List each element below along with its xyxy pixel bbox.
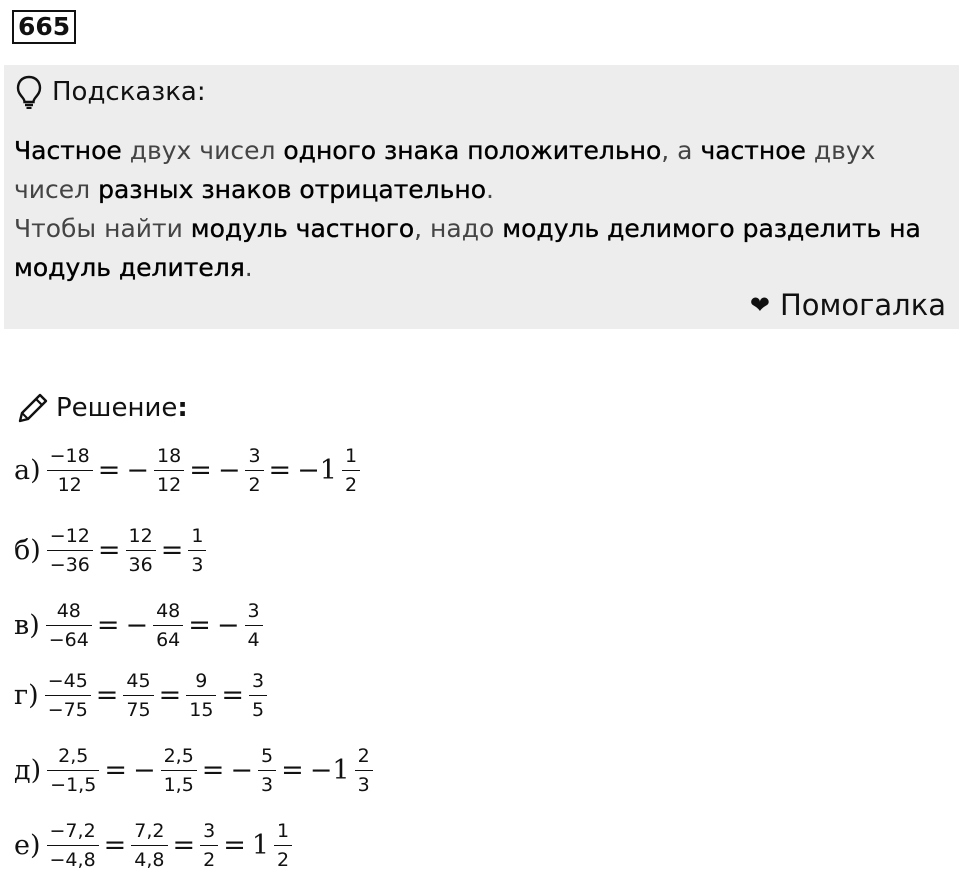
numerator: 3	[247, 599, 260, 622]
operator: =	[188, 609, 211, 641]
equation-row	[14, 595, 265, 655]
task-number: 665	[12, 10, 76, 44]
operator: =	[201, 754, 225, 786]
denominator: −75	[45, 695, 91, 722]
denominator: 5	[249, 695, 267, 722]
hint-segment: .	[244, 253, 253, 282]
fraction	[46, 599, 92, 652]
fraction	[274, 819, 292, 872]
equation-label: а)	[14, 454, 41, 486]
numerator: 2	[357, 744, 370, 767]
hint-emphasis: частное	[700, 136, 806, 165]
denominator: 64	[153, 625, 183, 652]
hint-segment: двух	[805, 136, 876, 165]
equation-row	[14, 740, 375, 800]
operator: −	[125, 609, 149, 641]
operator: =	[97, 534, 121, 566]
operator: =	[281, 754, 304, 786]
fraction	[47, 744, 99, 797]
fraction	[245, 444, 263, 497]
fraction	[355, 744, 373, 797]
fraction	[186, 669, 216, 722]
numerator: −45	[47, 669, 88, 692]
denominator: 12	[47, 470, 93, 497]
denominator: 2	[245, 470, 263, 497]
operator: =	[223, 829, 246, 861]
equation-row	[14, 815, 294, 875]
operator: =	[172, 829, 196, 861]
numerator: 9	[195, 669, 208, 692]
hint-segment: двух чисел	[121, 136, 284, 165]
denominator: 12	[154, 470, 184, 497]
fraction	[131, 819, 167, 872]
hint-segment: , надо	[414, 214, 503, 243]
fraction	[154, 444, 184, 497]
operator: =	[95, 679, 119, 711]
hint-segment: чисел	[14, 175, 99, 204]
fraction	[245, 599, 263, 652]
hint-line	[14, 170, 944, 209]
denominator: −64	[46, 625, 92, 652]
numerator: 7,2	[134, 819, 165, 842]
fraction	[47, 819, 99, 872]
hint-emphasis: разных знаков отрицательно	[98, 175, 487, 204]
equation-label: е)	[14, 829, 41, 861]
operator: =	[268, 454, 292, 486]
fraction	[123, 669, 153, 722]
solution-title: Решение	[56, 393, 178, 423]
fraction	[47, 444, 93, 497]
denominator: 2	[274, 845, 292, 872]
hint-line	[14, 248, 944, 287]
numerator: 2,5	[163, 744, 194, 767]
fraction	[126, 524, 156, 577]
hint-title: Подсказка:	[52, 77, 206, 107]
fraction	[153, 599, 183, 652]
denominator: −1,5	[47, 770, 99, 797]
numerator: −18	[49, 444, 90, 467]
numerator: 3	[248, 444, 261, 467]
pencil-icon	[16, 391, 50, 425]
operator: −1	[297, 454, 337, 486]
solution-header	[16, 390, 188, 426]
operator: −	[230, 754, 254, 786]
hint-emphasis: модуль делимого разделить на	[502, 214, 921, 243]
hint-line	[14, 131, 944, 170]
denominator: −36	[47, 550, 93, 577]
denominator: 3	[258, 770, 276, 797]
operator: −1	[309, 754, 350, 786]
operator: =	[97, 454, 121, 486]
hint-segment: .	[486, 175, 494, 204]
brand-name: Помогалка	[780, 288, 946, 322]
numerator: 5	[261, 744, 274, 767]
equation-label: б)	[14, 534, 41, 566]
denominator: 3	[188, 550, 206, 577]
hint-emphasis: одного знака положительно	[283, 136, 662, 165]
numerator: 3	[203, 819, 216, 842]
equation-label: д)	[14, 754, 42, 786]
denominator: 36	[126, 550, 156, 577]
lightbulb-icon	[16, 75, 42, 109]
denominator: 4	[245, 625, 263, 652]
denominator: 75	[123, 695, 153, 722]
operator: =	[96, 609, 120, 641]
denominator: 15	[186, 695, 216, 722]
hint-segment: Чтобы найти	[14, 214, 191, 243]
numerator: −12	[49, 524, 90, 547]
hint-emphasis: Частное	[14, 136, 122, 165]
numerator: 12	[128, 524, 153, 547]
hint-segment: , а	[661, 136, 701, 165]
numerator: 48	[156, 599, 181, 622]
equation-row	[14, 440, 362, 500]
numerator: 48	[56, 599, 81, 622]
hint-header	[16, 74, 206, 110]
operator: =	[104, 754, 127, 786]
operator: 1	[251, 829, 270, 861]
denominator: 4,8	[131, 845, 167, 872]
hint-text	[14, 131, 944, 287]
numerator: 1	[191, 524, 204, 547]
equation-row	[14, 520, 208, 580]
solution-colon: :	[177, 393, 188, 423]
denominator: −4,8	[47, 845, 99, 872]
fraction	[45, 669, 91, 722]
hint-emphasis: модуль делителя	[14, 253, 245, 282]
numerator: 1	[277, 819, 290, 842]
numerator: 45	[126, 669, 151, 692]
operator: =	[103, 829, 127, 861]
equation-row	[14, 665, 269, 725]
fraction	[47, 524, 93, 577]
numerator: −7,2	[49, 819, 96, 842]
hint-line	[14, 209, 944, 248]
hint-emphasis: модуль частного	[190, 214, 415, 243]
numerator: 18	[157, 444, 182, 467]
denominator: 1,5	[161, 770, 197, 797]
operator: =	[158, 679, 182, 711]
denominator: 2	[200, 845, 218, 872]
operator: =	[221, 679, 245, 711]
numerator: 1	[344, 444, 358, 467]
fraction	[200, 819, 218, 872]
operator: −	[126, 454, 149, 486]
operator: −	[132, 754, 156, 786]
equation-label: в)	[14, 609, 40, 641]
operator: =	[189, 454, 212, 486]
operator: −	[216, 609, 240, 641]
denominator: 2	[342, 470, 360, 497]
denominator: 3	[355, 770, 373, 797]
fraction	[188, 524, 206, 577]
numerator: 3	[252, 669, 265, 692]
heart-icon: ❤	[749, 291, 770, 319]
fraction	[258, 744, 276, 797]
operator: =	[160, 534, 184, 566]
fraction	[342, 444, 360, 497]
fraction	[249, 669, 267, 722]
operator: −	[217, 454, 241, 486]
numerator: 2,5	[58, 744, 89, 767]
equation-label: г)	[14, 679, 39, 711]
fraction	[161, 744, 197, 797]
brand	[750, 288, 946, 322]
